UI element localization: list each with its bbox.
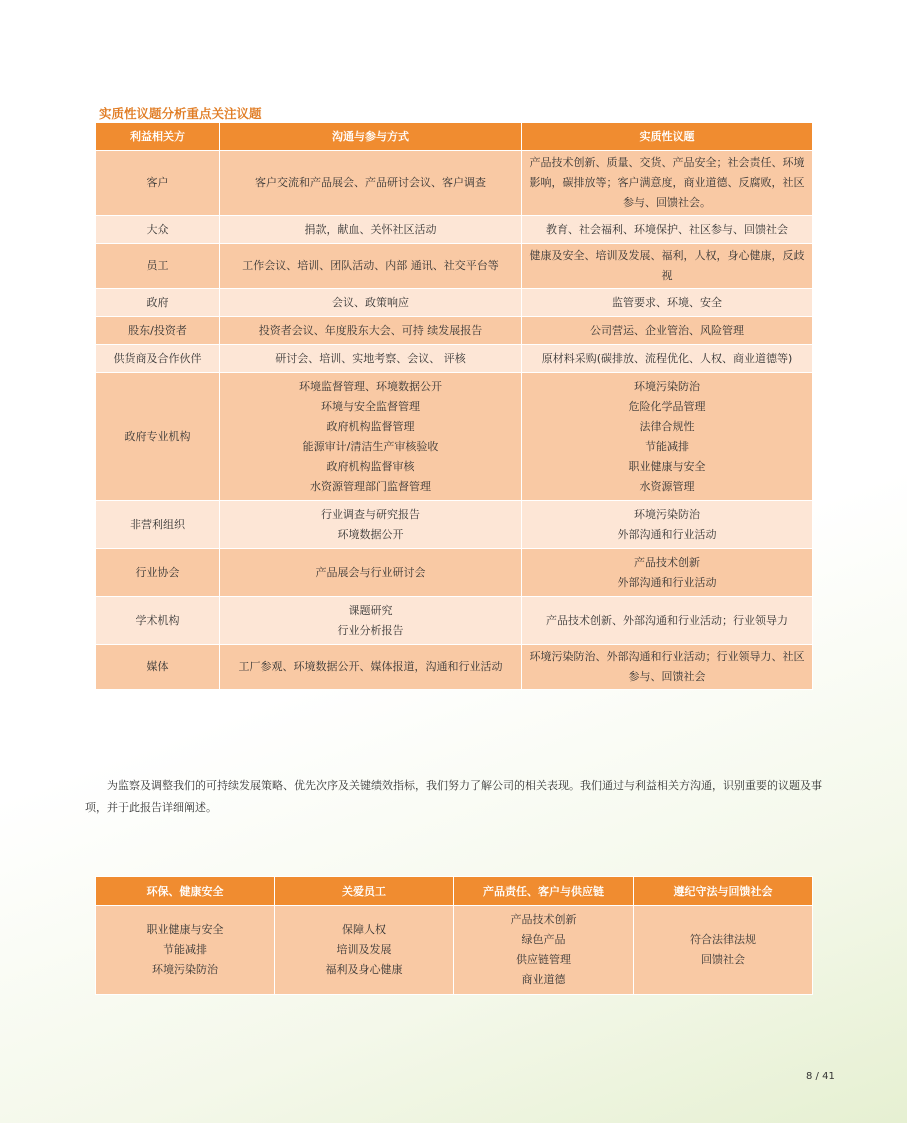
stakeholder-cell: 股东/投资者 xyxy=(96,317,220,345)
focus-item: 符合法律法规 xyxy=(690,933,756,946)
methods-line: 投资者会议、年度股东大会、可持 续发展报告 xyxy=(258,323,483,337)
methods-line: 环境数据公开 xyxy=(337,527,404,541)
description-paragraph: 为监察及调整我们的可持续发展策略、优先次序及关键绩效指标，我们努力了解公司的相关表现。我们通过与利益相关方沟通，识别重要的议题及事项，并于此报告详细阐述。 xyxy=(85,779,822,814)
methods-line: 捐款，献血、关怀社区活动 xyxy=(304,222,437,236)
focus-items-cell xyxy=(96,906,275,995)
issues-line: 产品技术创新、质量、交货、产品安全；社会责任、环境影响，碳排放等；客户满意度，商业道德、反腐败，社区参与、回馈社会。 xyxy=(529,156,805,209)
methods-line: 行业分析报告 xyxy=(337,623,404,637)
focus-item: 节能减排 xyxy=(163,943,207,956)
methods-line: 政府机构监督审核 xyxy=(326,459,415,473)
stakeholder-table xyxy=(95,122,813,690)
stakeholder-cell: 媒体 xyxy=(96,645,220,690)
focus-header: 关爱员工 xyxy=(275,877,454,906)
stakeholder-cell: 非营利组织 xyxy=(96,501,220,549)
methods-line: 会议、政策响应 xyxy=(332,295,409,309)
issues-line: 节能减排 xyxy=(645,439,689,453)
issues-line: 外部沟通和行业活动 xyxy=(617,575,717,589)
focus-item: 保障人权 xyxy=(342,923,386,936)
methods-cell xyxy=(220,645,522,690)
methods-line: 工作会议、培训、团队活动、内部 通讯、社交平台等 xyxy=(242,259,499,272)
section-title: 实质性议题分析重点关注议题 xyxy=(99,106,262,121)
focus-header: 遵纪守法与回馈社会 xyxy=(634,877,813,906)
table-row xyxy=(96,151,813,216)
issues-cell xyxy=(522,289,813,317)
issues-line: 职业健康与安全 xyxy=(628,459,706,473)
header-issues: 实质性议题 xyxy=(522,123,813,151)
focus-item: 回馈社会 xyxy=(701,953,745,966)
stakeholder-cell: 客户 xyxy=(96,151,220,216)
issues-line: 外部沟通和行业活动 xyxy=(617,527,717,541)
issues-line: 环境污染防治 xyxy=(634,507,700,521)
issues-line: 原材料采购(碳排放、流程优化、人权、商业道德等) xyxy=(541,351,793,365)
issues-cell xyxy=(522,501,813,549)
focus-item: 产品技术创新 xyxy=(510,913,577,926)
focus-header: 环保、健康安全 xyxy=(96,877,275,906)
methods-cell xyxy=(220,549,522,597)
methods-line: 工厂参观、环境数据公开、媒体报道，沟通和行业活动 xyxy=(238,660,503,673)
issues-cell xyxy=(522,216,813,244)
table-row xyxy=(96,373,813,501)
focus-items-cell xyxy=(634,906,813,995)
issues-cell xyxy=(522,345,813,373)
methods-line: 能源审计/清洁生产审核验收 xyxy=(302,439,439,453)
focus-item: 商业道德 xyxy=(521,973,566,986)
issues-line: 危险化学品管理 xyxy=(628,399,706,413)
stakeholder-cell: 学术机构 xyxy=(96,597,220,645)
focus-header-row xyxy=(96,877,813,906)
methods-cell xyxy=(220,345,522,373)
issues-line: 监管要求、环境、安全 xyxy=(612,295,722,309)
issues-line: 产品技术创新、外部沟通和行业活动；行业领导力 xyxy=(546,613,788,627)
table-row xyxy=(96,501,813,549)
table-row xyxy=(96,549,813,597)
issues-cell xyxy=(522,151,813,216)
methods-line: 产品展会与行业研讨会 xyxy=(315,565,426,579)
table-row xyxy=(96,645,813,690)
focus-header: 产品责任、客户与供应链 xyxy=(454,877,634,906)
methods-cell xyxy=(220,373,522,501)
focus-item: 绿色产品 xyxy=(521,933,566,946)
header-methods: 沟通与参与方式 xyxy=(220,123,522,151)
methods-cell xyxy=(220,597,522,645)
table-row xyxy=(96,244,813,289)
focus-items-cell xyxy=(275,906,454,995)
methods-line: 政府机构监督管理 xyxy=(326,419,415,433)
focus-item: 环境污染防治 xyxy=(152,963,218,976)
table-row xyxy=(96,345,813,373)
methods-cell xyxy=(220,216,522,244)
methods-cell xyxy=(220,151,522,216)
methods-cell xyxy=(220,289,522,317)
methods-line: 环境与安全监督管理 xyxy=(321,399,420,413)
issues-cell xyxy=(522,645,813,690)
methods-cell xyxy=(220,501,522,549)
methods-line: 行业调查与研究报告 xyxy=(321,507,420,521)
methods-cell xyxy=(220,244,522,289)
focus-item: 福利及身心健康 xyxy=(325,963,403,976)
methods-cell xyxy=(220,317,522,345)
issues-cell xyxy=(522,317,813,345)
focus-items-cell xyxy=(454,906,634,995)
issues-line: 水资源管理 xyxy=(639,479,695,493)
focus-item: 培训及发展 xyxy=(336,943,392,956)
methods-line: 客户交流和产品展会、产品研讨会议、客户调查 xyxy=(255,176,486,189)
page-number: 8 / 41 xyxy=(806,1071,835,1082)
stakeholder-cell: 供货商及合作伙伴 xyxy=(96,345,220,373)
issues-line: 教育、社会福利、环境保护、社区参与、回馈社会 xyxy=(546,222,788,236)
stakeholder-cell: 政府 xyxy=(96,289,220,317)
focus-item: 供应链管理 xyxy=(516,953,571,966)
focus-item: 职业健康与安全 xyxy=(146,923,224,936)
header-stakeholder: 利益相关方 xyxy=(96,123,220,151)
table-header-row xyxy=(96,123,813,151)
issues-cell xyxy=(522,373,813,501)
issues-line: 公司营运、企业管治、风险管理 xyxy=(590,323,744,337)
stakeholder-cell: 员工 xyxy=(96,244,220,289)
issues-line: 产品技术创新 xyxy=(634,555,700,569)
stakeholder-cell: 行业协会 xyxy=(96,549,220,597)
table-row xyxy=(96,597,813,645)
table-row xyxy=(96,317,813,345)
stakeholder-cell: 政府专业机构 xyxy=(96,373,220,501)
issues-cell xyxy=(522,597,813,645)
table-row xyxy=(96,289,813,317)
table-row xyxy=(96,216,813,244)
issues-cell xyxy=(522,549,813,597)
issues-line: 法律合规性 xyxy=(639,419,695,433)
issues-line: 环境污染防治、外部沟通和行业活动；行业领导力、社区参与、回馈社会 xyxy=(529,650,805,683)
methods-line: 研讨会、培训、实地考察、会议、 评核 xyxy=(275,351,466,365)
issues-line: 环境污染防治 xyxy=(634,379,700,393)
focus-areas-table xyxy=(95,876,813,995)
issues-cell xyxy=(522,244,813,289)
methods-line: 课题研究 xyxy=(348,603,393,617)
issues-line: 健康及安全、培训及发展、福利，人权，身心健康，反歧视 xyxy=(529,249,805,282)
stakeholder-cell: 大众 xyxy=(96,216,220,244)
focus-items-row xyxy=(96,906,813,995)
methods-line: 水资源管理部门监督管理 xyxy=(310,479,431,493)
methods-line: 环境监督管理、环境数据公开 xyxy=(299,379,442,393)
